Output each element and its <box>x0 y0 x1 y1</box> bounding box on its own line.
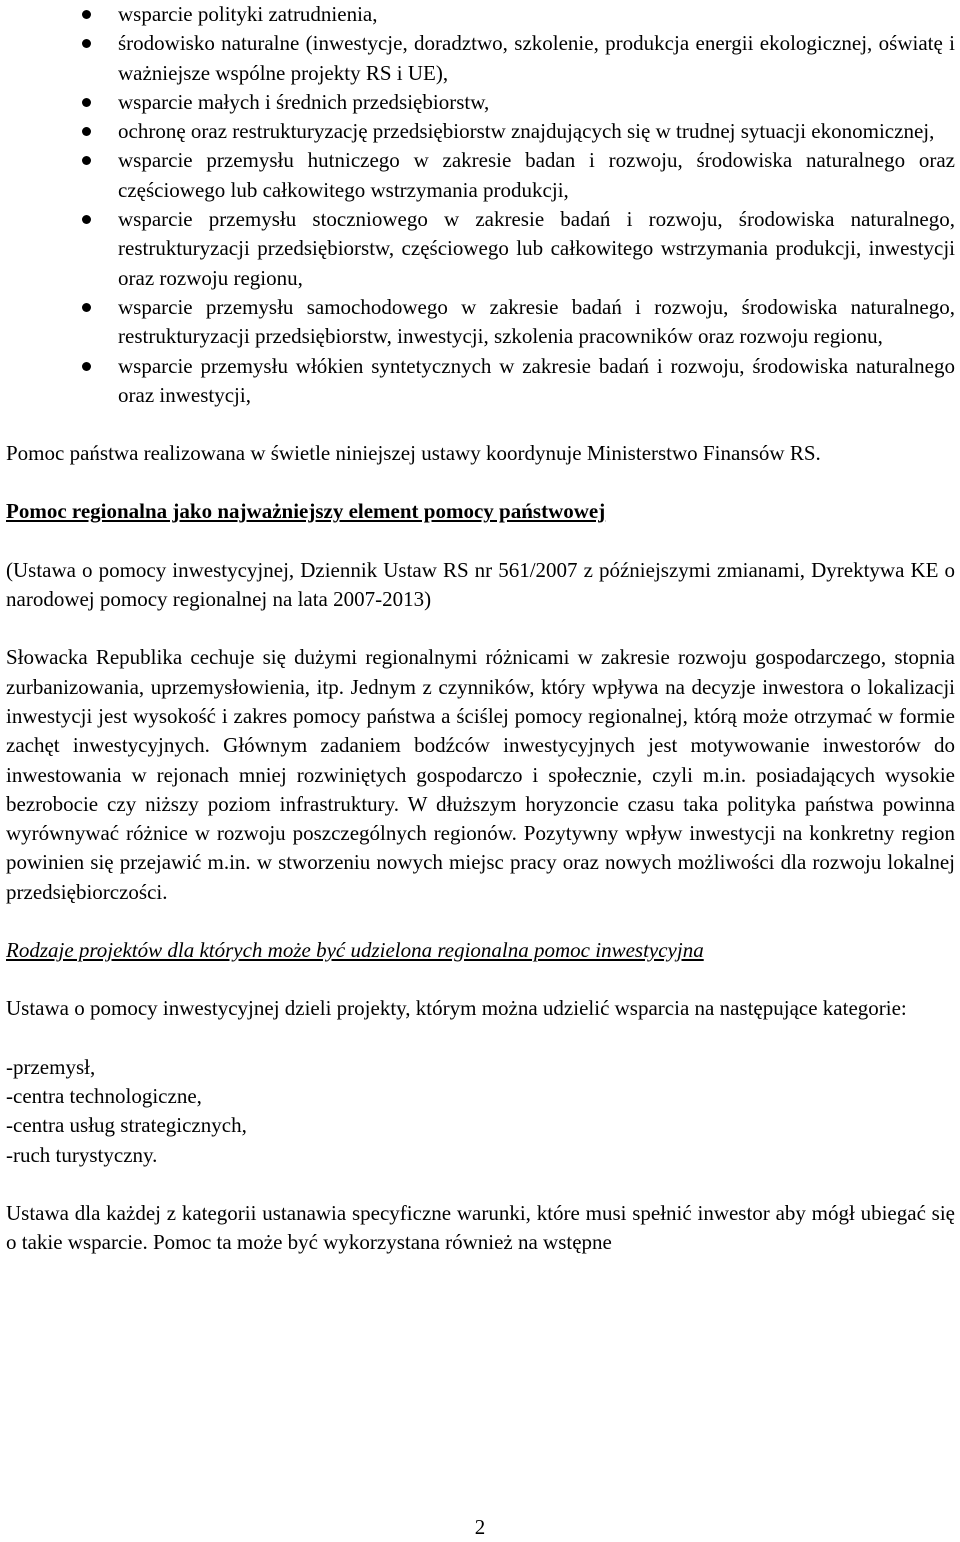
bullet-icon <box>82 10 91 19</box>
list-item: -centra technologiczne, <box>6 1083 202 1108</box>
bullet-icon <box>82 127 91 136</box>
page-number: 2 <box>474 1515 486 1539</box>
regional-aid-heading: Pomoc regionalna jako najważniejszy element pomocy państwowej <box>6 499 606 524</box>
bullet-icon <box>82 215 91 224</box>
list-item: -centra usług strategicznych, <box>6 1113 247 1138</box>
list-item: wsparcie przemysłu samochodowego w zakresie badań i rozwoju, środowiska naturalnego, restrukturyzacji przedsiębiorstw, inwestycji, szkolenia pracowników oraz rozwoju regionu, <box>6 293 955 352</box>
bullet-icon <box>82 362 91 371</box>
categories-intro-paragraph: Ustawa o pomocy inwestycyjnej dzieli projekty, którym można udzielić wsparcia na następujące kategorie: <box>6 996 907 1021</box>
categories-list <box>6 1053 955 1170</box>
bullet-icon <box>82 39 91 48</box>
list-item: wsparcie przemysłu włókien syntetycznych w zakresie badań i rozwoju, środowiska naturalnego oraz inwestycji, <box>6 352 955 411</box>
legal-basis-paragraph: (Ustawa o pomocy inwestycyjnej, Dziennik Ustaw RS nr 561/2007 z późniejszymi zmianami, Dyrektywa KE o narodowej pomocy regionalnej na lata 2007-2013) <box>6 557 955 612</box>
list-item: środowisko naturalne (inwestycje, doradztwo, szkolenie, produkcja energii ekologicznej, oświatę i ważniejsze wspólne projekty RS i UE), <box>6 29 955 88</box>
slovakia-paragraph: Słowacka Republika cechuje się dużymi regionalnymi różnicami w zakresie rozwoju gospodarczego, stopnia zurbanizowania, uprzemysłowienia, itp. Jednym z czynników, który wpływa na decyzje inwestora o lokalizacji inwestycji jest wysokość i zakres pomocy państwa a ściślej pomocy regionalnej, którą może otrzymać w formie zachęt inwestycyjnych. Głównym zadaniem bodźców inwestycyjnych jest motywowanie inwestorów do inwestowania w rejonach mniej rozwiniętych gospodarczo i społecznie, czyli m.in. posiadających wysokie bezrobocie czy niższy poziom infrastruktury. W dłuższym horyzoncie czasu taka polityka państwa powinna wyrównywać różnice w rozwoju poszczególnych regionów. Pozytywny wpływ inwestycji na konkretny region powinien się przejawić m.in. w stworzeniu nowych miejsc pracy oraz nowych możliwości dla rozwoju lokalnej przedsiębiorczości. <box>6 645 955 904</box>
document-page <box>6 0 955 1257</box>
bullet-icon <box>82 303 91 312</box>
list-item: wsparcie polityki zatrudnienia, <box>6 0 955 29</box>
list-item: ochronę oraz restrukturyzację przedsiębiorstw znajdujących się w trudnej sytuacji ekonomicznej, <box>6 117 955 146</box>
bullet-icon <box>82 98 91 107</box>
conditions-paragraph: Ustawa dla każdej z kategorii ustanawia specyficzne warunki, które musi spełnić inwestor aby mógł ubiegać się o takie wsparcie. Pomoc ta może być wykorzystana również na wstępne <box>6 1200 955 1255</box>
list-item: wsparcie przemysłu stoczniowego w zakresie badań i rozwoju, środowiska naturalnego, restrukturyzacji przedsiębiorstw, częściowego lub całkowitego wstrzymania produkcji, inwestycji oraz rozwoju regionu, <box>6 205 955 293</box>
list-item: wsparcie przemysłu hutniczego w zakresie badan i rozwoju, środowiska naturalnego oraz częściowego lub całkowitego wstrzymania produkcji, <box>6 146 955 205</box>
list-item: -ruch turystyczny. <box>6 1142 158 1167</box>
project-types-heading: Rodzaje projektów dla których może być udzielona regionalna pomoc inwestycyjna <box>6 938 704 963</box>
coordination-paragraph: Pomoc państwa realizowana w świetle niniejszej ustawy koordynuje Ministerstwo Finansów RS. <box>6 441 821 466</box>
list-item: wsparcie małych i średnich przedsiębiorstw, <box>6 88 955 117</box>
support-areas-list <box>6 0 955 410</box>
list-item: -przemysł, <box>6 1054 96 1079</box>
bullet-icon <box>82 156 91 165</box>
